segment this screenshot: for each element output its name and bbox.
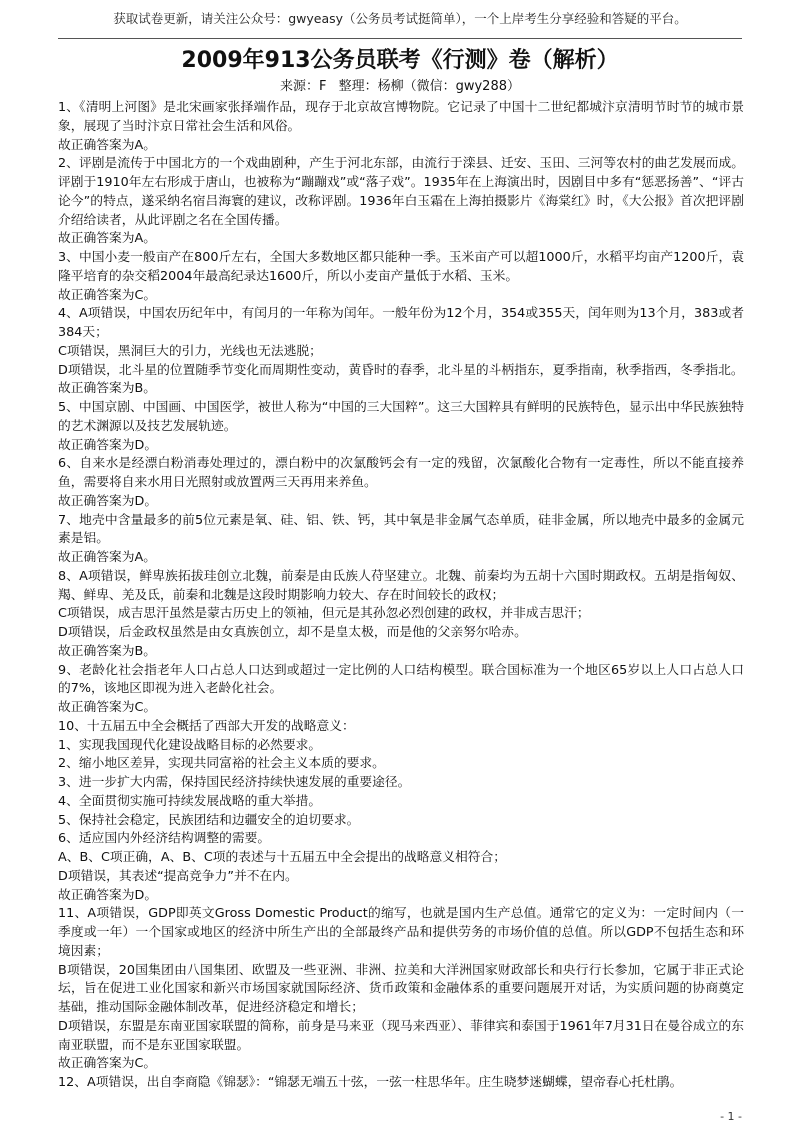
paragraph: A、B、C项正确，A、B、C项的表述与十五届五中全会提出的战略意义相符合； <box>58 850 506 865</box>
paragraph: B项错误，20国集团由八国集团、欧盟及一些亚洲、非洲、拉美和大洋洲国家财政部长和央行行长参加，它属于非正式论坛，旨在促进工业化国家和新兴市场国家就国际经济、货币政策和金融体系的重要问题展开对话，为实质问题的协商奠定基础，推动国际金融体制改革，促进经济稳定和增长； <box>58 962 744 1015</box>
paragraph: 故正确答案为A。 <box>58 231 156 247</box>
paragraph: 3、中国小麦一般亩产在800斤左右，全国大多数地区都只能种一季。玉米亩产可以超1000斤，水稻平均亩产1200斤，袁隆平培育的杂交稻2004年最高纪录达1600斤，所以小麦亩产量低于水稻、玉米。 <box>58 250 744 284</box>
paragraph: 11、A项错误，GDP即英文Gross Domestic Product的缩写，也就是国内生产总值。通常它的定义为：一定时间内（一季度或一年）一个国家或地区的经济中所生产出的全部最终产品和提供劳务的市场价值的总值。所以GDP不包括生态和环境因素； <box>58 906 744 959</box>
paragraph: 8、A项错误，鲜卑族拓拔珪创立北魏，前秦是由氐族人苻坚建立。北魏、前秦均为五胡十六国时期政权。五胡是指匈奴、羯、鲜卑、羌及氐，前秦和北魏是这段时期影响力较大、存在时间较长的政权； <box>58 568 744 603</box>
paragraph: 9、老龄化社会指老年人口占总人口达到或超过一定比例的人口结构模型。联合国标准为一个地区65岁以上人口占总人口的7%，该地区即视为进入老龄化社会。 <box>58 662 744 697</box>
paragraph: 故正确答案为D。 <box>58 887 158 903</box>
paragraph: 4、A项错误，中国农历纪年中，有闰月的一年称为闰年。一般年份为12个月，354或355天，闰年则为13个月，383或者384天； <box>58 306 744 340</box>
paragraph: 1、实现我国现代化建设战略目标的必然要求。 <box>58 737 322 753</box>
paragraph: 2、缩小地区差异，实现共同富裕的社会主义本质的要求。 <box>58 756 385 772</box>
paragraph: D项错误，北斗星的位置随季节变化而周期性变动，黄昏时的春季，北斗星的斗柄指东，夏季指南，秋季指西，冬季指北。 <box>58 362 744 378</box>
document-body <box>58 99 744 1093</box>
paragraph: 7、地壳中含量最多的前5位元素是氧、硅、铝、铁、钙，其中氧是非金属气态单质，硅非金属，所以地壳中最多的金属元素是铝。 <box>58 512 744 547</box>
paragraph: 6、自来水是经漂白粉消毒处理过的，漂白粉中的次氯酸钙会有一定的残留，次氯酸化合物有一定毒性，所以不能直接养鱼，需要将自来水用日光照射或放置两三天再用来养鱼。 <box>58 456 744 490</box>
page-number: - 1 - <box>720 1110 742 1123</box>
byline <box>0 77 800 97</box>
paragraph: C项错误，成吉思汗虽然是蒙古历史上的领袖，但元是其孙忽必烈创建的政权，并非成吉思汗； <box>58 606 590 622</box>
top-banner: 获取试卷更新，请关注公众号：gwyeasy（公务员考试挺简单），一个上岸考生分享经验和答疑的平台。 <box>113 11 687 26</box>
byline-source: 来源：F <box>279 79 327 94</box>
paragraph: 故正确答案为B。 <box>58 381 156 397</box>
byline-editor: 整理：杨柳（微信：gwy288） <box>338 79 521 94</box>
document-title: 2009年913公务员联考《行测》卷（解析） <box>181 48 619 73</box>
paragraph: 故正确答案为A。 <box>58 550 156 565</box>
paragraph: 10、十五届五中全会概括了西部大开发的战略意义： <box>58 718 355 734</box>
paragraph: 故正确答案为D。 <box>58 493 158 509</box>
banner-divider <box>58 38 742 39</box>
paragraph: 12、A项错误，出自李商隐《锦瑟》：“锦瑟无端五十弦，一弦一柱思华年。庄生晓梦迷蝴蝶，望帝春心托杜鹃。 <box>58 1075 683 1090</box>
paragraph: 5、中国京剧、中国画、中国医学，被世人称为“中国的三大国粹”。这三大国粹具有鲜明的民族特色，显示出中华民族独特的艺术渊源以及技艺发展轨迹。 <box>58 400 744 434</box>
paragraph: 3、进一步扩大内需，保持国民经济持续快速发展的重要途径。 <box>58 775 411 790</box>
paragraph: 故正确答案为B。 <box>58 643 156 659</box>
paragraph: D项错误，后金政权虽然是由女真族创立，却不是皇太极，而是他的父亲努尔哈赤。 <box>58 625 527 640</box>
paragraph: 5、保持社会稳定，民族团结和边疆安全的迫切要求。 <box>58 812 360 828</box>
paragraph: 4、全面贯彻实施可持续发展战略的重大举措。 <box>58 793 322 809</box>
paragraph: 2、评剧是流传于中国北方的一个戏曲剧种，产生于河北东部，由流行于滦县、迁安、玉田、三河等农村的曲艺发展而成。评剧于1910年左右形成于唐山，也被称为“蹦蹦戏”或“落子戏”。1935年在上海演出时，因剧目中多有“惩恶扬善”、“评古论今”的特点，遂采纳名宿吕海寰的建议，改称评剧。1936年白玉霜在上海拍摄影片《海棠红》时，《大公报》首次把评剧介绍给读者，从此评剧之名在全国传播。 <box>58 156 744 228</box>
paragraph: D项错误，东盟是东南亚国家联盟的简称，前身是马来亚（现马来西亚）、菲律宾和泰国于1961年7月31日在曼谷成立的东南亚联盟，而不是东亚国家联盟。 <box>58 1018 744 1053</box>
paragraph: 故正确答案为C。 <box>58 1056 157 1072</box>
paragraph: 故正确答案为C。 <box>58 287 157 303</box>
paragraph: 6、适应国内外经济结构调整的需要。 <box>58 831 271 847</box>
paragraph: C项错误，黑洞巨大的引力，光线也无法逃脱； <box>58 343 322 359</box>
paragraph: 故正确答案为D。 <box>58 437 158 453</box>
paragraph: D项错误，其表述“提高竞争力”并不在内。 <box>58 868 298 884</box>
paragraph: 故正确答案为A。 <box>58 137 156 153</box>
paragraph: 故正确答案为C。 <box>58 700 157 715</box>
paragraph: 1、《清明上河图》是北宋画家张择端作品，现存于北京故宫博物院。它记录了中国十二世纪都城汴京清明节时节的城市景象，展现了当时汴京日常社会生活和风俗。 <box>58 100 744 134</box>
